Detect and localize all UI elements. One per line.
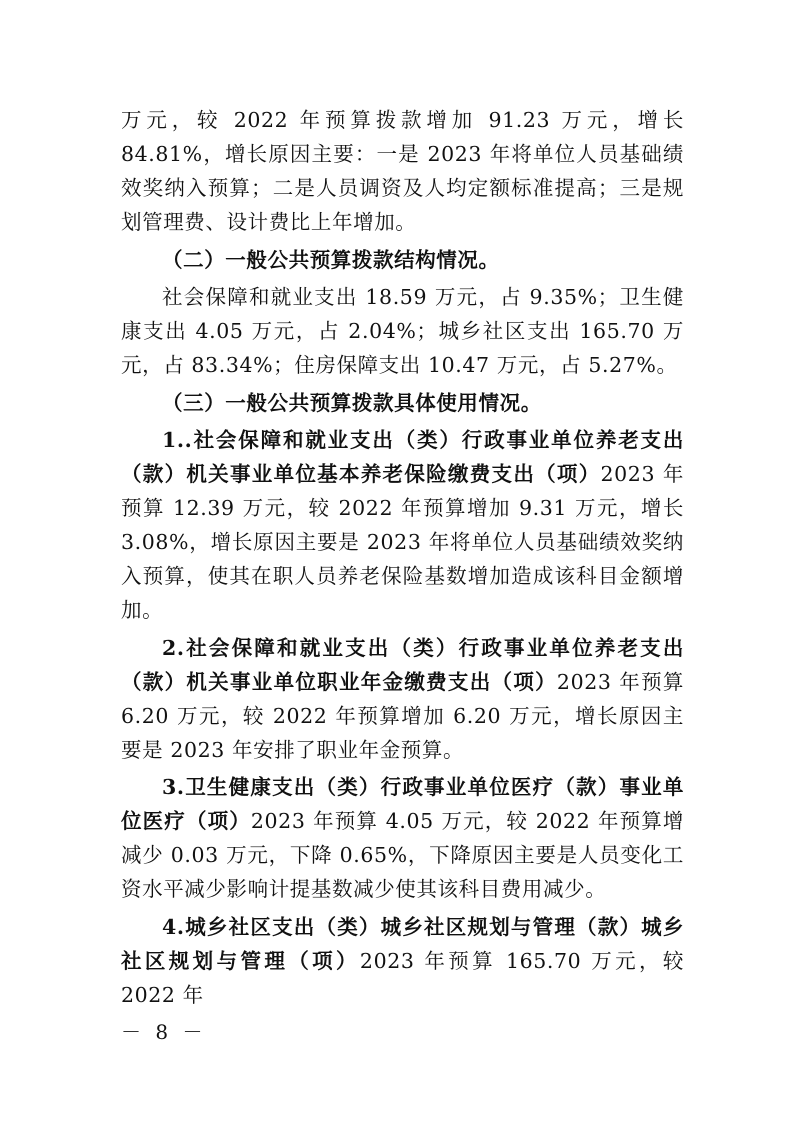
paragraph-budget-increase xyxy=(121,103,684,239)
text-run: （二）一般公共预算拨款结构情况。 xyxy=(162,247,500,272)
text-run: （三）一般公共预算拨款具体使用情况。 xyxy=(162,390,542,415)
item-body: 2023 年预算 4.05 万元，较 2022 年预算增减少 0.03 万元，下降 0.65%，下降原因主要是人员变化工资水平减少影响计提基数减少使其该科目费用减少。 xyxy=(121,809,684,901)
item-4-urban-rural-planning xyxy=(121,910,684,1012)
text-run: 社会保障和就业支出 18.59 万元，占 9.35%；卫生健康支出 4.05 万元，占 2.04%；城乡社区支出 165.70 万元，占 83.34%；住房保障支出 10.47 万元，占 5.27%。 xyxy=(121,285,684,377)
heading-structure xyxy=(121,243,684,277)
item-3-medical xyxy=(121,770,684,906)
paragraph-structure xyxy=(121,280,684,382)
item-body: 2023 年预算 6.20 万元，较 2022 年预算增加 6.20 万元，增长原因主要是 2023 年安排了职业年金预算。 xyxy=(121,669,684,762)
item-title: 4.城乡社区支出（类）城乡社区规划与管理（款）城乡社区规划与管理（项） xyxy=(121,914,684,973)
item-1-pension-insurance xyxy=(121,423,684,627)
item-title: 3.卫生健康支出（类）行政事业单位医疗（款）事业单位医疗（项） xyxy=(121,775,684,833)
page-number: － 8 － xyxy=(121,1020,207,1044)
item-body: 2023 年预算 165.70 万元，较 2022 年 xyxy=(121,948,684,1007)
heading-usage xyxy=(121,386,684,420)
item-title: 1..社会保障和就业支出（类）行政事业单位养老支出（款）机关事业单位基本养老保险缴费支出（项） xyxy=(121,428,684,486)
item-body: 2023 年预算 12.39 万元，较 2022 年预算增加 9.31 万元，增长 3.08%，增长原因主要是 2023 年将单位人员基础绩效奖纳入预算，使其在职人员养老保险基数增加造成该科目金额增加。 xyxy=(121,462,684,622)
item-title: 2.社会保障和就业支出（类）行政事业单位养老支出（款）机关事业单位职业年金缴费支出（项） xyxy=(121,635,684,694)
body-text xyxy=(121,103,684,1015)
text-run: 万元，较 2022 年预算拨款增加 91.23 万元，增长 84.81%，增长原因主要：一是 2023 年将单位人员基础绩效奖纳入预算；二是人员调资及人均定额标准提高；三是规划管理费、设计费比上年增加。 xyxy=(121,108,684,234)
item-2-occupational-annuity xyxy=(121,631,684,767)
